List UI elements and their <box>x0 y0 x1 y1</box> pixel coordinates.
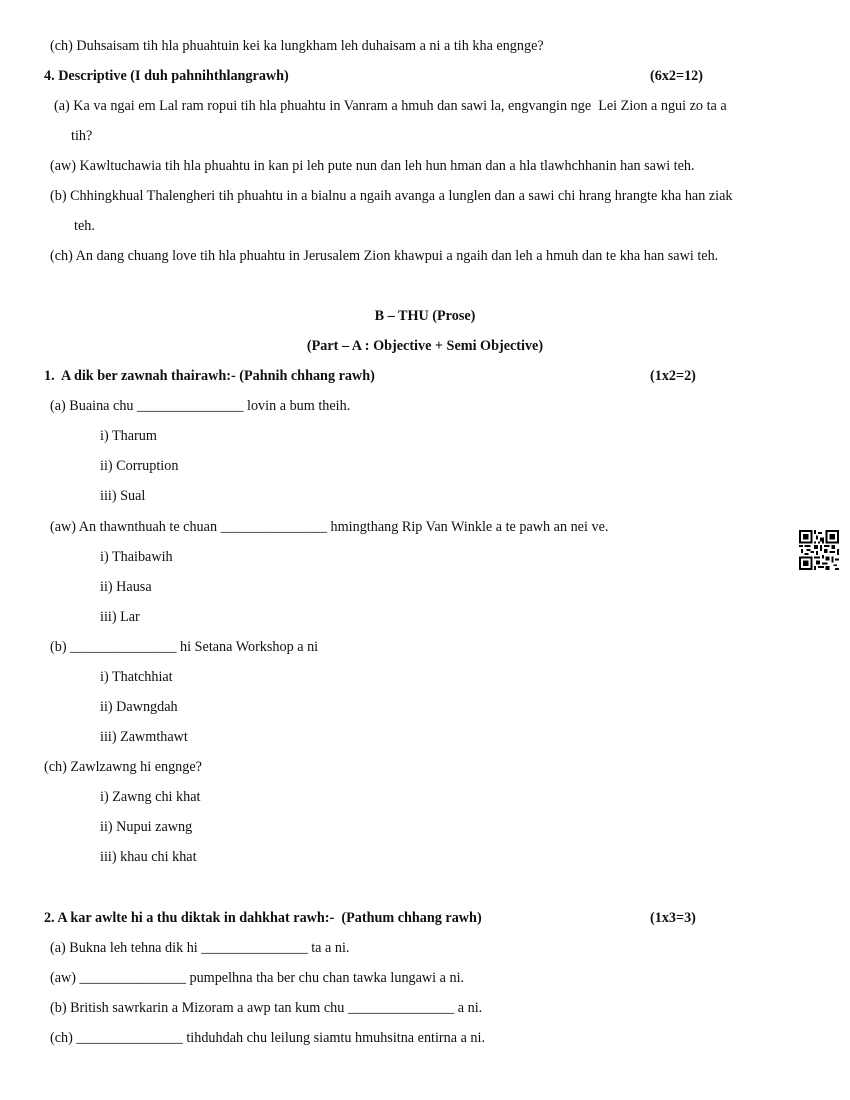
question-4-a: (a) Ka va ngai em Lal ram ropui tih hla phuahtu in Vanram a hmuh dan sawi la, engvangin nge Lei Zion a ngui zo ta a <box>54 98 727 114</box>
q1-marks: (1x2=2) <box>650 368 696 384</box>
q2-heading: 2. A kar awlte hi a thu diktak in dahkhat rawh:- (Pathum chhang rawh) <box>44 910 482 926</box>
q1-aw-option: iii) Lar <box>100 609 140 625</box>
q1-ch-option: iii) khau chi khat <box>100 849 197 865</box>
section-b-part: (Part – A : Objective + Semi Objective) <box>306 338 544 354</box>
q1-aw-option: i) Thaibawih <box>100 549 173 565</box>
question-4-ch: (ch) An dang chuang love tih hla phuahtu in Jerusalem Zion khawpui a ngaih dan leh a hmuh dan te kha han sawi teh. <box>50 248 719 264</box>
q2-ch: (ch) _______________ tihduhdah chu leilung siamtu hmuhsitna entirna a ni. <box>50 1030 486 1046</box>
qr-code-icon <box>799 530 839 570</box>
q1-aw-option: ii) Hausa <box>100 579 152 595</box>
question-4-heading: 4. Descriptive (I duh pahnihthlangrawh) <box>44 68 289 84</box>
question-4-marks: (6x2=12) <box>650 68 704 84</box>
q1-b: (b) _______________ hi Setana Workshop a ni <box>50 639 319 655</box>
q2-marks: (1x3=3) <box>650 910 696 926</box>
section-b-title: B – THU (Prose) <box>374 308 476 324</box>
q2-a: (a) Bukna leh tehna dik hi _______________ ta a ni. <box>50 940 350 956</box>
q1-aw: (aw) An thawnthuah te chuan _______________ hmingthang Rip Van Winkle a te pawh an nei ve. <box>50 519 609 535</box>
q1-b-option: i) Thatchhiat <box>100 669 173 685</box>
q1-a: (a) Buaina chu _______________ lovin a bum theih. <box>50 398 351 414</box>
question-4-b-cont: teh. <box>74 218 95 234</box>
q1-heading: 1. A dik ber zawnah thairawh:- (Pahnih chhang rawh) <box>44 368 375 384</box>
question-4-a-cont: tih? <box>71 128 93 144</box>
q1-b-option: iii) Zawmthawt <box>100 729 188 745</box>
q2-aw: (aw) _______________ pumpelhna tha ber chu chan tawka lungawi a ni. <box>50 970 465 986</box>
question-3-ch: (ch) Duhsaisam tih hla phuahtuin kei ka lungkham leh duhaisam a ni a tih kha engnge? <box>50 38 544 54</box>
q1-ch: (ch) Zawlzawng hi engnge? <box>44 759 202 775</box>
q1-a-option: ii) Corruption <box>100 458 179 474</box>
q1-ch-option: i) Zawng chi khat <box>100 789 201 805</box>
q1-b-option: ii) Dawngdah <box>100 699 178 715</box>
question-4-aw: (aw) Kawltuchawia tih hla phuahtu in kan pi leh pute nun dan leh hun hman dan a hla tlawhchhanin han sawi teh. <box>50 158 695 174</box>
q2-b: (b) British sawrkarin a Mizoram a awp tan kum chu _______________ a ni. <box>50 1000 483 1016</box>
q1-a-option: iii) Sual <box>100 488 146 504</box>
question-4-b: (b) Chhingkhual Thalengheri tih phuahtu in a bialnu a ngaih avanga a lunglen dan a sawi chi hrang hrangte kha han ziak <box>50 188 733 204</box>
q1-a-option: i) Tharum <box>100 428 157 444</box>
q1-ch-option: ii) Nupui zawng <box>100 819 193 835</box>
